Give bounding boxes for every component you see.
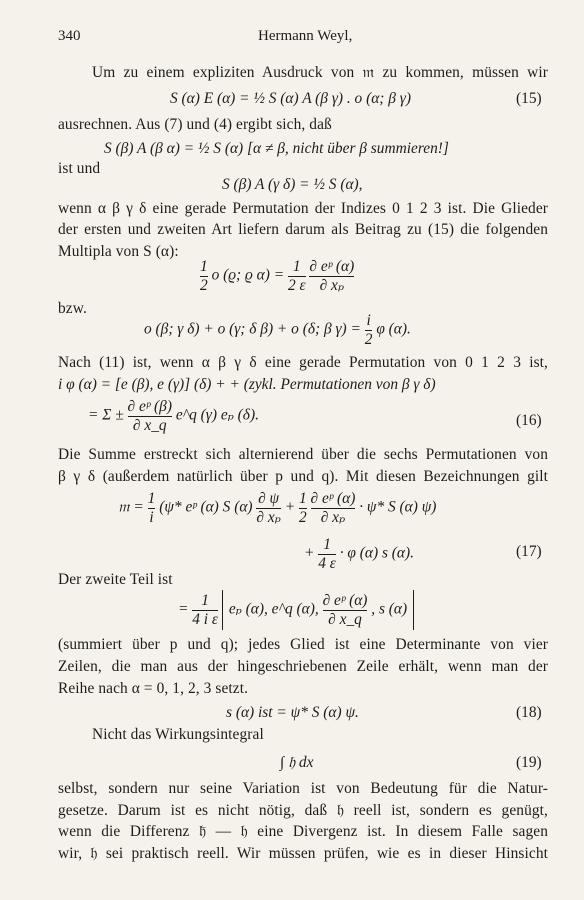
fraction: $\frac{\text{∂ eᵖ (α)}}{\text{∂ xₚ}}$ (309, 258, 355, 294)
fraction: $\frac{1}{2}$ (200, 258, 208, 294)
fraction: $\frac{1}{i}$ (147, 490, 156, 526)
equation-number: (18) (516, 704, 542, 721)
text-line: Zeilen, die man aus der hingeschriebenen Zeile erhält, wenn man der (58, 658, 548, 675)
equation-15: S (α) E (α) = ½ S (α) A (β γ) . o (α; β γ) (170, 90, 411, 107)
equation-19: ∫ 𝔥 dx (280, 754, 314, 771)
equation-number: (15) (516, 90, 542, 107)
equation: S (β) A (γ δ) = ½ S (α), (222, 176, 363, 193)
fraction: $\frac{\text{∂ eᵖ (β)}}{\partial x\_q}$ (127, 398, 172, 434)
equation-number: (16) (516, 412, 542, 429)
text-line: (summiert über p und q); jedes Glied ist eine Determinante von vier (58, 636, 548, 653)
text-line: Multipla von S (α): (58, 243, 179, 260)
text-line: der ersten und zweiten Art liefern darum als Beitrag zu (15) die folgenden (58, 221, 548, 238)
fraction: $\frac{1}{2}$ (298, 490, 307, 526)
text-line: Nach (11) ist, wenn α β γ δ eine gerade Permutation von 0 1 2 3 ist, (58, 354, 548, 371)
text-line: Reihe nach α = 0, 1, 2, 3 setzt. (58, 680, 249, 697)
text-line: Die Summe erstreckt sich alternierend über die sechs Permutationen von (58, 446, 548, 463)
text-line: Um zu einem expliziten Ausdruck von 𝔪 zu kommen, müssen wir (92, 64, 548, 81)
text-line: ausrechnen. Aus (7) und (4) ergibt sich, daß (58, 116, 332, 133)
text-line: wenn die Differenz 𝔥̄ — 𝔥 eine Divergenz ist. In diesem Falle sagen (58, 823, 548, 840)
equation-multipla: $\frac{1}{2}$ o (ϱ; ϱ α) = $\frac{1}{2 \varepsilon}$ $\frac{\text{∂ eᵖ (α)}}{\text{∂ xₚ}}$ (200, 258, 355, 294)
text-line: wenn α β γ δ eine gerade Permutation der Indizes 0 1 2 3 ist. Die Glieder (58, 200, 548, 217)
text-line: selbst, sondern nur seine Variation ist von Bedeutung für die Natur- (58, 780, 548, 797)
equation-18: s (α) ist = ψ* S (α) ψ. (226, 704, 359, 721)
fraction: $\frac{1}{\text{4 i ε}}$ (192, 592, 218, 628)
text-line: gesetze. Darum ist es nicht nötig, daß 𝔥 reell ist, sondern es genügt, (58, 802, 548, 819)
text-line: β γ δ (außerdem natürlich über p und q). Mit diesen Bezeichnungen gilt (58, 468, 548, 485)
text-line: Nicht das Wirkungsintegral (92, 726, 264, 743)
text-line: Der zweite Teil ist (58, 571, 173, 588)
running-title: Hermann Weyl, (258, 28, 353, 44)
equation-17: 𝔪 = $\frac{1}{i}$ (ψ* eᵖ (α) S (α) $\frac{\partial \psi}{\text{∂ xₚ}}$ + $\frac{1}{2}$ $\frac{\text{∂ eᵖ (α)}}{\text{∂ xₚ}}$ · ψ* S (α) ψ) (118, 490, 437, 526)
fraction: $\frac{1}{4 \varepsilon}$ (318, 536, 336, 572)
fraction: $\frac{\text{∂ eᵖ (α)}}{\partial x\_q}$ (322, 592, 368, 628)
equation: + $\frac{1}{4 \varepsilon}$ · φ (α) s (α). (304, 536, 414, 572)
text-line: ist und (58, 160, 101, 177)
equation: i φ (α) = [e (β), e (γ)] (δ) + + (zykl. Permutationen von β γ δ) (58, 376, 436, 393)
equation: = $\frac{1}{\text{4 i ε}}$ eₚ (α), e^q (α), $\frac{\text{∂ eᵖ (α)}}{\partial x\_q}$ , s (α) (178, 590, 414, 630)
text-line: bzw. (58, 300, 87, 317)
equation: S (β) A (β α) = ½ S (α) [α ≠ β, nicht über β summieren!] (104, 140, 449, 157)
equation-number: (17) (516, 543, 542, 560)
determinant: eₚ (α), e^q (α), $\frac{\text{∂ eᵖ (α)}}{\partial x\_q}$ , s (α) (222, 590, 414, 630)
fraction: $\frac{\text{∂ eᵖ (α)}}{\text{∂ xₚ}}$ (310, 490, 356, 526)
equation-16: = Σ ± $\frac{\text{∂ eᵖ (β)}}{\partial x\_q}$ e^q (γ) eₚ (δ). (88, 398, 259, 434)
fraction: $\frac{1}{2 \varepsilon}$ (287, 258, 306, 294)
page-number: 340 (58, 28, 81, 44)
fraction: $\frac{i}{2}$ (364, 312, 373, 348)
fraction: $\frac{\partial \psi}{\text{∂ xₚ}}$ (256, 490, 281, 526)
equation: o (β; γ δ) + o (γ; δ β) + o (δ; β γ) = $\frac{i}{2}$ φ (α). (144, 312, 411, 348)
equation-number: (19) (516, 754, 542, 771)
text-line: wir, 𝔥 sei praktisch reell. Wir müssen prüfen, wie es in dieser Hinsicht (58, 845, 548, 862)
